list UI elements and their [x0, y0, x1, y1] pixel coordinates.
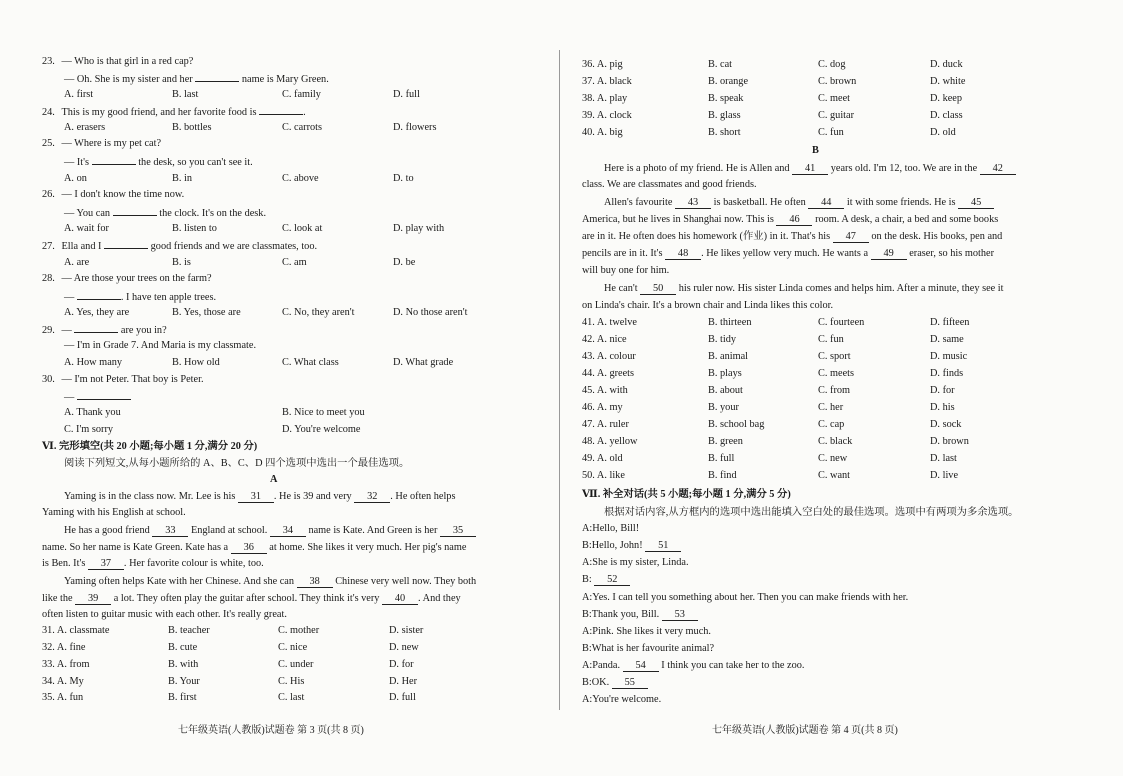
- answer-blank: [259, 104, 303, 115]
- dialogue-line: A:Yes. I can tell you something about her. Then you can make friends with her.: [582, 592, 909, 603]
- dialogue-line: B:What is her favourite animal?: [582, 643, 715, 654]
- q25-line2: — It's the desk, so you can't see it.: [64, 154, 253, 169]
- q28: 28. — Are those your trees on the farm?: [42, 273, 212, 284]
- page-footer-right: 七年级英语(人教版)试题卷 第 4 页(共 8 页): [712, 725, 898, 736]
- passage-b-line: Allen's favourite 43 is basketball. He often 44 it with some friends. He is 45: [604, 196, 994, 209]
- passage-a-line: like the 39 a lot. They often play the guitar after school. They think it's very 40 . And they: [42, 593, 461, 604]
- passage-a-line: He has a good friend 33 England at school. 34 name is Kate. And Green is her 35: [64, 524, 476, 537]
- q29-line2: — I'm in Grade 7. And Maria is my classmate.: [64, 340, 257, 351]
- passage-a-line: Yaming often helps Kate with her Chinese. And she can 38 Chinese very well now. They both: [64, 576, 477, 587]
- q23-line2: — Oh. She is my sister and her name is Mary Green.: [64, 71, 329, 86]
- q30-line2: —: [64, 389, 131, 404]
- q28-line2: — . I have ten apple trees.: [64, 289, 216, 304]
- passage-b-title: B: [812, 145, 819, 156]
- dialogue-line: A:She is my sister, Linda.: [582, 557, 689, 568]
- page-divider: [559, 50, 560, 710]
- dialogue-line: B:OK. 55: [582, 676, 648, 689]
- section-7-title: Ⅶ. 补全对话(共 5 小题;每小题 1 分,满分 5 分): [582, 489, 791, 500]
- answer-blank: [195, 71, 239, 82]
- answer-blank: [104, 238, 148, 249]
- dialogue-line: B:Thank you, Bill. 53: [582, 608, 698, 621]
- passage-a-line: often listen to guitar music with each other. It's really great.: [42, 609, 287, 620]
- dialogue-line: B: 52: [582, 573, 630, 586]
- passage-a-line: is Ben. It's 37 . Her favorite colour is white, too.: [42, 558, 264, 569]
- dialogue-line: A:You're welcome.: [582, 694, 662, 705]
- passage-b-line: will buy one for him.: [582, 265, 670, 276]
- answer-blank: [77, 389, 131, 400]
- page-footer-left: 七年级英语(人教版)试题卷 第 3 页(共 8 页): [178, 725, 364, 736]
- q30: 30. — I'm not Peter. That boy is Peter.: [42, 374, 204, 385]
- q23: 23. — Who is that girl in a red cap?: [42, 56, 194, 67]
- q24: 24. This is my good friend, and her favorite food is .: [42, 104, 306, 119]
- passage-b-line: Here is a photo of my friend. He is Allen and 41 years old. I'm 12, too. We are in the 42: [604, 162, 1016, 175]
- section-6-instruction: 阅读下列短文,从每小题所给的 A、B、C、D 四个选项中选出一个最佳选项。: [64, 458, 410, 469]
- answer-blank: [92, 154, 136, 165]
- answer-blank: [74, 322, 118, 333]
- dialogue-line: A:Pink. She likes it very much.: [582, 626, 711, 637]
- q25: 25. — Where is my pet cat?: [42, 138, 162, 149]
- passage-b-line: America, but he lives in Shanghai now. This is 46 room. A desk, a chair, a bed and some books: [582, 214, 999, 225]
- passage-b-line: on Linda's chair. It's a brown chair and Linda likes this color.: [582, 300, 834, 311]
- q27: 27. Ella and I good friends and we are classmates, too.: [42, 238, 317, 253]
- q29: 29. — are you in?: [42, 322, 167, 337]
- passage-a-title: A: [270, 474, 278, 485]
- dialogue-line: A:Hello, Bill!: [582, 523, 640, 534]
- q26-line2: — You can the clock. It's on the desk.: [64, 205, 266, 220]
- answer-blank: [113, 205, 157, 216]
- passage-b-line: pencils are in it. It's 48 . He likes yellow very much. He wants a 49 eraser, so his mother: [582, 248, 995, 259]
- passage-b-line: class. We are classmates and good friends.: [582, 179, 757, 190]
- passage-b-line: are in it. He often does his homework (作业) in it. That's his 47 on the desk. His books, pen and: [582, 231, 1003, 242]
- answer-blank: [77, 289, 121, 300]
- dialogue-line: B:Hello, John! 51: [582, 539, 681, 552]
- q26: 26. — I don't know the time now.: [42, 189, 185, 200]
- section-6-title: Ⅵ. 完形填空(共 20 小题;每小题 1 分,满分 20 分): [42, 441, 258, 452]
- passage-a-line: Yaming with his English at school.: [42, 507, 186, 518]
- passage-a-line: Yaming is in the class now. Mr. Lee is his 31 . He is 39 and very 32 . He often helps: [64, 491, 456, 502]
- passage-a-line: name. So her name is Kate Green. Kate has a 36 at home. She likes it very much. Her pig's name: [42, 542, 467, 553]
- section-7-instruction: 根据对话内容,从方框内的选项中选出能填入空白处的最佳选项。选项中有两项为多余选项。: [604, 507, 1019, 518]
- passage-b-line: He can't 50 his ruler now. His sister Linda comes and helps him. After a minute, they see it: [604, 283, 1004, 294]
- dialogue-line: A:Panda. 54 I think you can take her to the zoo.: [582, 660, 805, 671]
